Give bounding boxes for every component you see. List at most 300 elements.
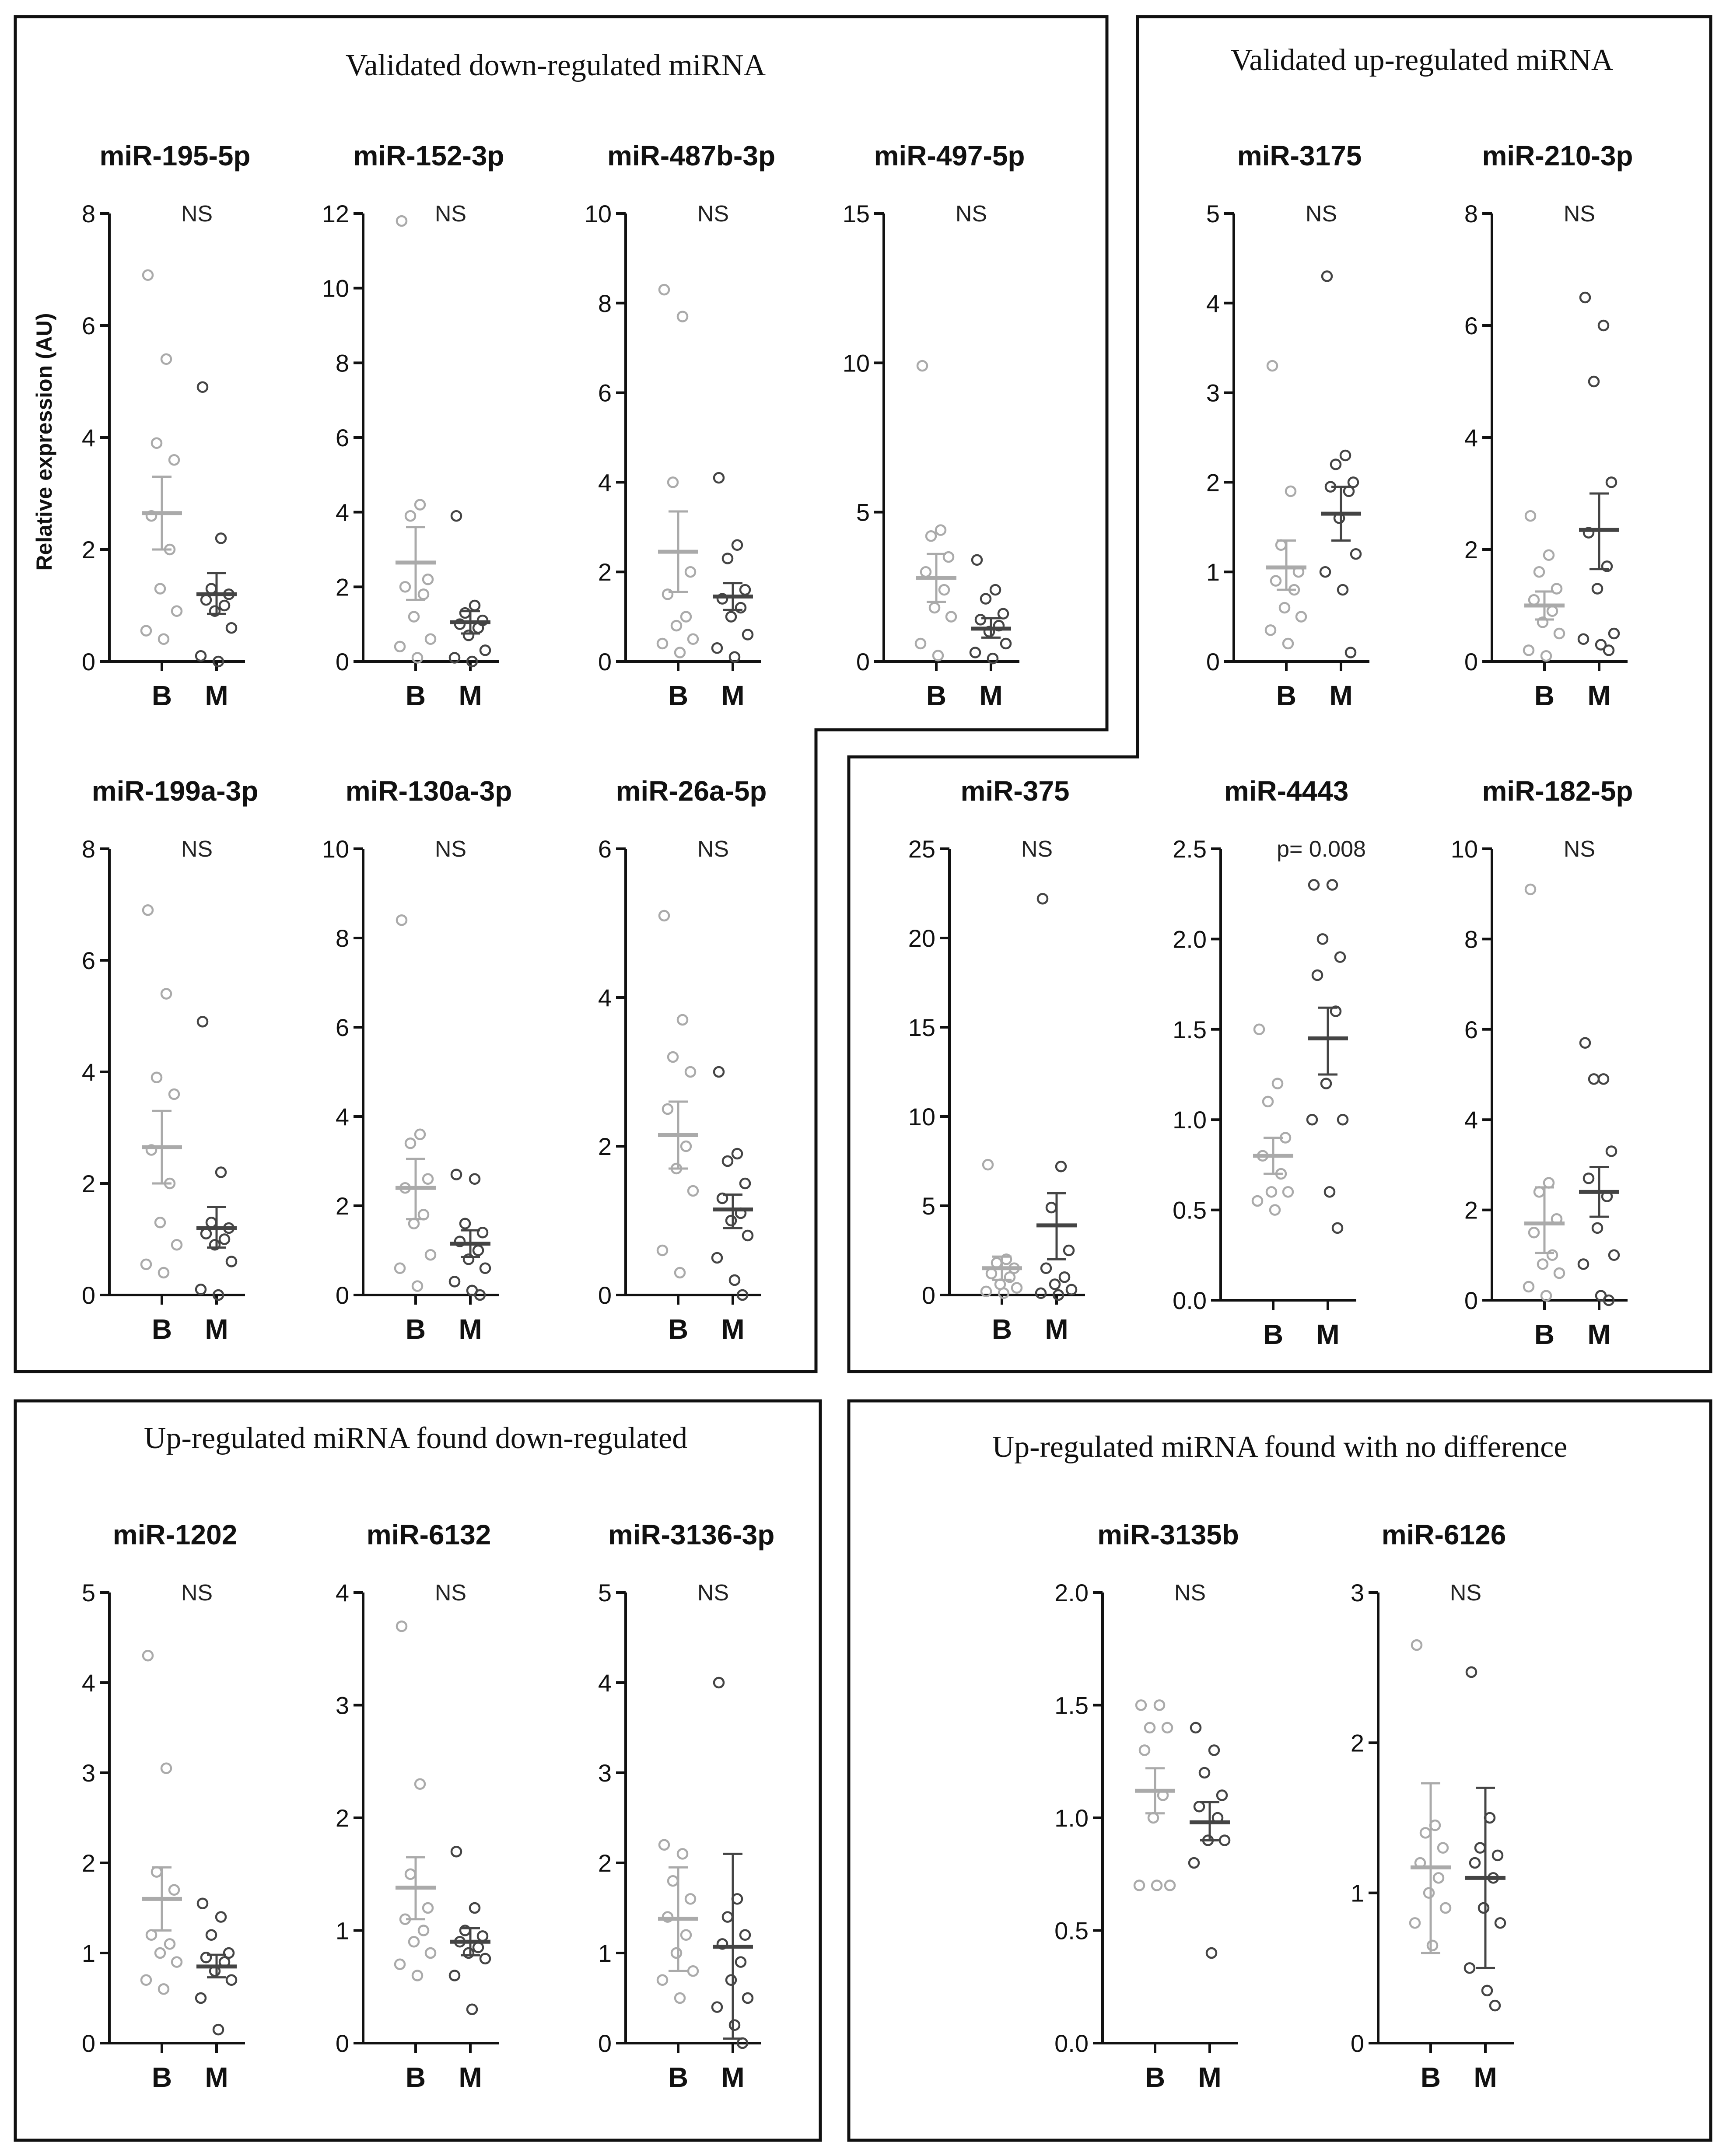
data-point (999, 1288, 1008, 1298)
data-point (926, 531, 936, 541)
data-point (147, 1930, 156, 1940)
data-point (1524, 645, 1533, 655)
data-point (991, 585, 1000, 595)
data-point (198, 382, 207, 392)
significance-label: NS (1563, 201, 1596, 227)
x-category-label: M (1587, 680, 1611, 711)
data-point (409, 1937, 419, 1946)
data-point (972, 555, 982, 565)
data-point (1012, 1283, 1022, 1293)
x-category-label: M (979, 680, 1003, 711)
data-point (1050, 1280, 1060, 1289)
data-point (1547, 606, 1557, 616)
y-tick-label: 2 (598, 1133, 612, 1160)
data-point (663, 1104, 672, 1114)
data-point (712, 2002, 722, 2012)
data-point (478, 1228, 487, 1237)
y-tick-label: 1.0 (1054, 1804, 1089, 1832)
data-point (1579, 1259, 1588, 1269)
chart-title: miR-497-5p (874, 140, 1025, 172)
data-point (460, 1926, 470, 1936)
significance-label: NS (181, 201, 213, 227)
data-point (419, 1210, 428, 1219)
y-tick-label: 10 (1450, 835, 1478, 863)
x-category-label: B (1534, 680, 1555, 711)
chart-panel (908, 775, 1085, 1345)
data-point (1331, 459, 1341, 469)
data-point (141, 1260, 151, 1269)
x-category-label: M (721, 1313, 745, 1345)
y-tick-label: 3 (1206, 379, 1220, 407)
data-point (450, 1971, 459, 1981)
data-point (172, 1957, 182, 1967)
data-point (419, 1926, 428, 1936)
data-point (675, 648, 685, 658)
chart-title: miR-195-5p (99, 140, 251, 172)
data-point (464, 1948, 473, 1958)
y-tick-label: 10 (322, 274, 349, 302)
data-point (981, 594, 991, 604)
data-point (675, 1268, 685, 1278)
y-tick-label: 5 (856, 498, 870, 526)
data-point (1313, 970, 1322, 980)
data-point (1276, 540, 1286, 550)
y-tick-label: 3 (81, 1759, 95, 1787)
data-point (1134, 1881, 1144, 1890)
data-point (423, 1174, 433, 1184)
data-point (987, 1269, 996, 1278)
data-point (1335, 952, 1345, 962)
chart-panel (1054, 1519, 1239, 2093)
y-tick-label: 6 (335, 1014, 349, 1041)
data-point (1580, 293, 1590, 302)
data-point (1321, 1079, 1331, 1088)
y-tick-label: 2 (1464, 1196, 1478, 1224)
y-tick-label: 10 (322, 835, 349, 863)
x-category-label: B (668, 1313, 689, 1345)
chart-panel (585, 140, 775, 711)
data-point (172, 1240, 182, 1250)
significance-label: NS (1021, 836, 1053, 862)
data-point (1351, 549, 1361, 559)
data-point (198, 1017, 207, 1026)
y-tick-label: 8 (81, 835, 95, 863)
section-title-up-no-difference: Up-regulated miRNA found with no difference (992, 1430, 1568, 1464)
data-point (1467, 1667, 1476, 1677)
y-tick-label: 12 (322, 200, 349, 228)
y-tick-label: 4 (1464, 424, 1478, 452)
data-point (1534, 1187, 1544, 1197)
data-point (227, 623, 236, 633)
significance-label: NS (1174, 1580, 1206, 1606)
data-point (983, 1160, 993, 1169)
data-point (464, 1254, 473, 1264)
data-point (1604, 645, 1614, 655)
y-tick-label: 0.5 (1173, 1196, 1207, 1224)
x-category-label: M (1198, 2062, 1222, 2093)
data-point (201, 595, 211, 605)
data-point (730, 2020, 739, 2030)
data-point (1470, 1858, 1480, 1868)
data-point (216, 533, 226, 543)
data-point (159, 1268, 168, 1278)
data-point (480, 645, 490, 655)
data-point (743, 1993, 753, 2003)
data-point (155, 1218, 165, 1227)
y-tick-label: 0 (335, 2030, 349, 2057)
y-tick-label: 8 (335, 349, 349, 377)
data-point (668, 477, 678, 487)
y-tick-label: 1 (1206, 558, 1220, 586)
data-point (1579, 634, 1588, 644)
chart-title: miR-199a-3p (91, 775, 259, 807)
data-point (196, 651, 206, 661)
chart-panel (1351, 1519, 1514, 2093)
panels (82, 140, 1633, 2093)
data-point (1320, 567, 1330, 577)
data-point (169, 455, 179, 465)
y-tick-label: 2 (598, 1849, 612, 1877)
data-point (227, 1975, 236, 1985)
y-tick-label: 0 (81, 2030, 95, 2057)
data-point (732, 540, 742, 550)
data-point (921, 567, 931, 577)
x-category-label: M (1045, 1313, 1068, 1345)
data-point (1524, 1282, 1533, 1292)
data-point (1482, 1986, 1492, 1995)
y-tick-label: 4 (335, 1103, 349, 1130)
chart-panel (82, 140, 251, 711)
data-point (406, 1138, 415, 1148)
data-point (409, 612, 419, 622)
data-point (976, 615, 985, 624)
data-point (1267, 361, 1277, 371)
data-point (936, 525, 945, 535)
data-point (1189, 1858, 1199, 1868)
y-tick-label: 8 (598, 289, 612, 317)
y-tick-label: 8 (81, 200, 95, 228)
y-tick-label: 4 (81, 1058, 95, 1086)
data-point (1344, 486, 1354, 496)
data-point (415, 1130, 425, 1139)
data-point (397, 216, 406, 226)
chart-panel (598, 775, 767, 1345)
data-point (415, 500, 425, 510)
y-tick-label: 6 (81, 312, 95, 340)
data-point (1152, 1881, 1162, 1890)
data-point (723, 1912, 732, 1922)
data-point (426, 634, 435, 644)
data-point (426, 1948, 435, 1958)
data-point (220, 1235, 229, 1244)
x-category-label: B (1263, 1319, 1284, 1350)
y-tick-label: 2 (598, 558, 612, 586)
data-point (143, 905, 153, 915)
data-point (1056, 1162, 1066, 1171)
data-point (714, 1678, 724, 1687)
y-tick-label: 0 (921, 1281, 935, 1309)
data-point (460, 1219, 470, 1228)
data-point (143, 270, 153, 280)
data-point (675, 1993, 685, 2003)
data-point (659, 285, 669, 294)
data-point (930, 603, 939, 612)
data-point (1327, 880, 1337, 890)
data-point (1322, 271, 1332, 281)
data-point (1280, 603, 1289, 612)
chart-title: miR-152-3p (353, 140, 504, 172)
data-point (1001, 639, 1011, 648)
significance-label: NS (181, 1580, 213, 1606)
x-category-label: M (205, 680, 228, 711)
data-point (1338, 585, 1348, 595)
data-point (1041, 1264, 1051, 1273)
data-point (1338, 1115, 1348, 1124)
x-category-label: B (151, 1313, 172, 1345)
data-point (1253, 1196, 1262, 1206)
chart-panel (1206, 140, 1369, 711)
y-tick-label: 0 (1464, 1287, 1478, 1314)
data-point (1554, 1268, 1564, 1278)
data-point (1580, 1038, 1590, 1048)
data-point (1209, 1746, 1219, 1755)
data-point (169, 1885, 179, 1895)
chart-panel (82, 775, 258, 1345)
data-point (467, 2005, 477, 2014)
data-point (1584, 1173, 1593, 1183)
data-point (659, 1840, 669, 1850)
data-point (740, 585, 750, 595)
data-point (406, 1869, 415, 1879)
x-category-label: M (1329, 680, 1353, 711)
x-category-label: M (205, 1313, 228, 1345)
x-category-label: M (459, 2062, 482, 2093)
data-point (1047, 1203, 1056, 1212)
y-tick-label: 4 (81, 424, 95, 452)
data-point (672, 621, 681, 630)
x-category-label: B (405, 1313, 426, 1345)
y-tick-label: 4 (1464, 1106, 1478, 1134)
data-point (395, 1960, 405, 1969)
data-point (1593, 584, 1602, 594)
y-tick-label: 8 (335, 924, 349, 952)
y-tick-label: 8 (1464, 925, 1478, 953)
data-point (743, 630, 753, 640)
x-category-label: B (668, 680, 689, 711)
data-point (1538, 1259, 1547, 1269)
data-point (939, 585, 949, 595)
x-category-label: M (205, 2062, 228, 2093)
data-point (1541, 651, 1551, 661)
data-point (1529, 1228, 1539, 1237)
x-category-label: B (151, 680, 172, 711)
y-tick-label: 4 (598, 984, 612, 1012)
x-category-label: M (1316, 1319, 1340, 1350)
data-point (732, 1149, 742, 1158)
data-point (946, 612, 956, 622)
data-point (1424, 1888, 1434, 1898)
data-point (419, 589, 428, 599)
data-point (1438, 1843, 1448, 1853)
data-point (1325, 1187, 1334, 1197)
data-point (1526, 885, 1535, 894)
chart-title: miR-6126 (1381, 1519, 1506, 1550)
data-point (672, 1948, 681, 1958)
data-point (726, 612, 736, 622)
data-point (406, 511, 415, 521)
y-tick-label: 1 (335, 1917, 349, 1945)
y-tick-label: 15 (842, 200, 870, 228)
data-point (1140, 1746, 1149, 1755)
data-point (736, 603, 746, 612)
y-tick-label: 6 (335, 424, 349, 452)
data-point (1207, 1948, 1216, 1958)
data-point (1254, 1025, 1264, 1034)
y-tick-label: 4 (598, 1669, 612, 1697)
data-point (686, 567, 695, 577)
data-point (1589, 377, 1599, 386)
significance-label: NS (434, 201, 467, 227)
y-axis-label: Relative expression (AU) (32, 313, 56, 571)
data-point (1529, 595, 1539, 605)
data-point (161, 1764, 171, 1773)
chart-panel (1173, 775, 1366, 1350)
data-point (714, 1067, 724, 1077)
chart-title: miR-3135b (1097, 1519, 1239, 1550)
chart-panel (598, 1519, 774, 2093)
y-tick-label: 2 (335, 1192, 349, 1220)
data-point (426, 1250, 435, 1260)
y-tick-label: 10 (842, 349, 870, 377)
significance-label: NS (181, 836, 213, 862)
x-category-label: M (459, 680, 482, 711)
data-point (423, 1903, 433, 1913)
data-point (658, 639, 667, 648)
data-point (1283, 1187, 1293, 1197)
data-point (201, 1229, 211, 1239)
data-point (1162, 1723, 1172, 1732)
data-point (1145, 1723, 1155, 1732)
section-frames (15, 17, 1711, 2140)
y-tick-label: 2.0 (1054, 1579, 1089, 1606)
x-category-label: M (1474, 2062, 1497, 2093)
y-tick-label: 1.5 (1054, 1691, 1089, 1719)
data-point (658, 1246, 667, 1255)
data-point (473, 1942, 483, 1952)
data-point (1067, 1285, 1076, 1295)
data-point (141, 626, 151, 636)
y-tick-label: 0 (81, 648, 95, 676)
data-point (1493, 1851, 1502, 1860)
data-point (1593, 1223, 1602, 1233)
chart-panel (843, 140, 1025, 711)
y-tick-label: 0 (81, 1281, 95, 1309)
data-point (1136, 1701, 1146, 1710)
data-point (473, 623, 483, 633)
data-point (1490, 2001, 1500, 2010)
data-point (686, 1067, 695, 1077)
data-point (1286, 486, 1295, 496)
data-point (1526, 511, 1535, 521)
data-point (1220, 1836, 1229, 1845)
data-point (395, 1264, 405, 1273)
y-tick-label: 1 (598, 1939, 612, 1967)
data-point (155, 584, 165, 594)
data-point (1609, 629, 1619, 638)
data-point (216, 1168, 226, 1177)
data-point (1410, 1918, 1420, 1928)
data-point (1607, 477, 1616, 487)
y-tick-label: 5 (81, 1579, 95, 1606)
y-tick-label: 1 (1350, 1879, 1364, 1907)
y-tick-label: 0 (1464, 648, 1478, 676)
data-point (688, 1966, 698, 1976)
x-category-label: M (1587, 1319, 1611, 1350)
data-point (998, 609, 1008, 619)
data-point (1589, 1074, 1599, 1084)
significance-label: NS (1563, 836, 1596, 862)
data-point (400, 582, 410, 592)
y-tick-label: 15 (908, 1014, 935, 1041)
y-tick-label: 3 (598, 1759, 612, 1787)
data-point (1283, 639, 1293, 648)
data-point (1346, 648, 1355, 658)
data-point (216, 1912, 226, 1922)
x-category-label: B (1276, 680, 1297, 711)
chart-panel (82, 1519, 245, 2093)
data-point (464, 630, 473, 640)
data-point (395, 642, 405, 651)
data-point (450, 1277, 459, 1286)
data-point (413, 1971, 422, 1981)
data-point (480, 1954, 490, 1964)
data-point (214, 2025, 223, 2034)
y-tick-label: 2 (335, 573, 349, 601)
data-point (227, 1257, 236, 1267)
chart-title: miR-3136-3p (608, 1519, 775, 1550)
data-point (1599, 1074, 1608, 1084)
data-point (1064, 1246, 1074, 1255)
y-tick-label: 4 (598, 469, 612, 497)
data-point (207, 1930, 216, 1940)
data-point (726, 1975, 736, 1985)
chart-title: miR-130a-3p (345, 775, 512, 807)
y-tick-label: 2 (81, 1170, 95, 1197)
y-tick-label: 0 (598, 1281, 612, 1309)
data-point (397, 915, 406, 925)
y-tick-label: 2 (1464, 536, 1478, 564)
chart-panel (322, 140, 504, 711)
y-tick-label: 5 (598, 1579, 612, 1606)
y-tick-label: 3 (1350, 1579, 1364, 1606)
data-point (686, 1894, 695, 1904)
data-point (1547, 1250, 1557, 1260)
data-point (1495, 1918, 1505, 1928)
data-point (743, 1231, 753, 1240)
data-point (397, 1621, 406, 1631)
data-point (678, 1015, 687, 1025)
y-tick-label: 0.0 (1173, 1287, 1207, 1314)
data-point (1441, 1903, 1450, 1913)
data-point (659, 911, 669, 920)
data-point (161, 989, 171, 999)
x-category-label: B (668, 2062, 689, 2093)
data-point (207, 584, 216, 594)
data-point (736, 1957, 746, 1967)
data-point (1544, 550, 1554, 560)
y-tick-label: 6 (1464, 1015, 1478, 1043)
significance-label: p= 0.008 (1277, 836, 1366, 862)
